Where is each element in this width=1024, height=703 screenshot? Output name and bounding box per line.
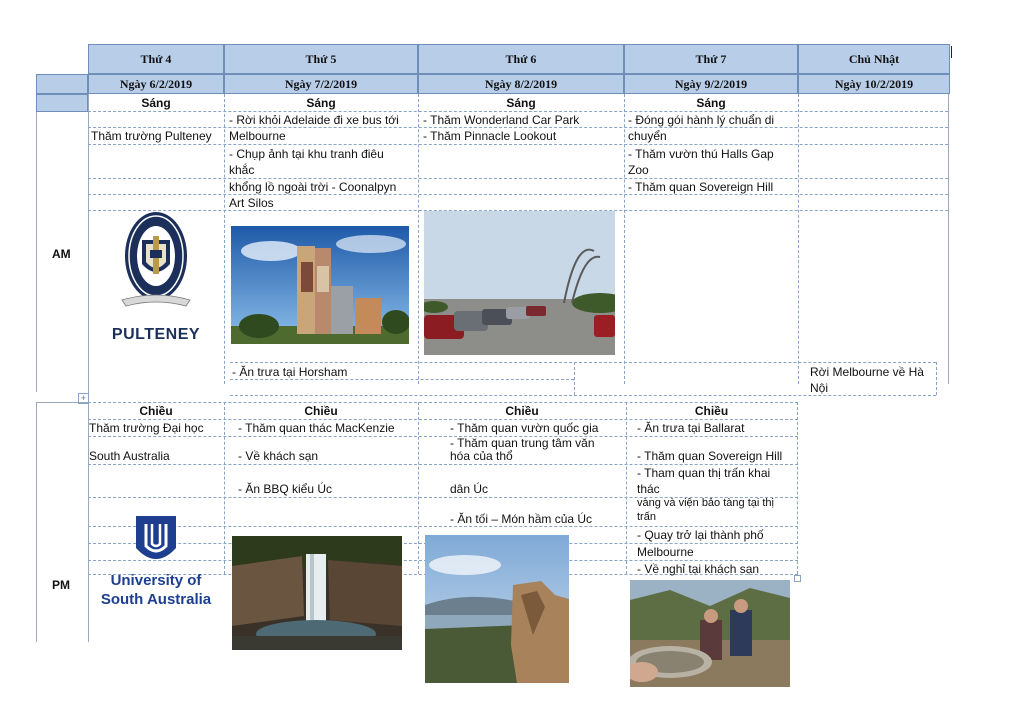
col-sep — [948, 94, 949, 384]
row-line — [88, 436, 798, 437]
afternoon-thu7-line: Melbourne — [637, 545, 694, 559]
col-sep — [936, 362, 937, 395]
afternoon-label-thu6: Chiều — [505, 404, 539, 418]
afternoon-thu7-line: vàng và viện bảo tàng tại thị — [637, 497, 774, 509]
day-name: Chủ Nhật — [848, 51, 900, 66]
morning-thu5-line: - Chụp ảnh tại khu tranh điêu — [229, 147, 384, 161]
day-date: Ngày 9/2/2019 — [674, 76, 748, 91]
header-day-thu6 — [418, 44, 624, 74]
col-sep — [624, 94, 625, 384]
afternoon-thu7-line: - Tham quan thị trấn khai — [637, 466, 771, 480]
mackenzie-falls-photo — [232, 536, 402, 650]
afternoon-thu7-line: - Quay trở lại thành phố — [637, 528, 764, 542]
morning-thu7-line: - Thăm vườn thú Halls Gap — [628, 147, 774, 161]
col-sep — [626, 402, 627, 574]
afternoon-thu5-line: - Ăn BBQ kiểu Úc — [238, 482, 333, 496]
header-date-thu6 — [418, 74, 624, 94]
day-name: Thứ 5 — [305, 51, 337, 66]
col-sep — [574, 362, 575, 395]
wonderland-car-park-photo — [424, 211, 615, 355]
afternoon-thu6-line: hóa của thổ — [450, 449, 513, 463]
coonalpyn-silos-photo — [231, 226, 409, 344]
morning-label-thu7: Sáng — [696, 96, 726, 110]
morning-thu7-line: chuyển — [628, 129, 667, 143]
afternoon-thu7-line: - Ăn trưa tại Ballarat — [637, 421, 745, 435]
day-date: Ngày 8/2/2019 — [484, 76, 558, 91]
pulteney-crest-icon — [106, 206, 206, 316]
unisa-logo — [94, 514, 218, 614]
header-day-thu4 — [88, 44, 224, 74]
afternoon-label-thu4: Chiều — [139, 404, 173, 418]
national-park-lookout-photo — [425, 535, 569, 683]
afternoon-thu6-line: - Ăn tối – Món hầm của Úc — [450, 512, 593, 526]
table-move-handle[interactable]: + — [78, 393, 89, 404]
afternoon-thu7-line: - Về nghỉ tại khách sạn — [637, 562, 760, 576]
afternoon-thu4-line: South Australia — [89, 449, 170, 463]
afternoon-thu7-line: trấn — [637, 511, 656, 523]
header-date-sunday — [798, 74, 950, 94]
header-day-thu5 — [224, 44, 418, 74]
table-resize-handle[interactable] — [794, 575, 801, 582]
unisa-logo-line1: University of — [110, 572, 202, 589]
row-label-pm: PM — [52, 578, 70, 592]
col-sep — [797, 402, 798, 574]
morning-thu5-line: Melbourne — [229, 129, 286, 143]
row-line — [230, 362, 936, 363]
morning-thu5-line: khổng lồ ngoài trời - Coonalpyn — [229, 180, 397, 194]
col-sep — [224, 94, 225, 384]
lunch-thu5: - Ăn trưa tại Horsham — [232, 365, 348, 379]
day-name: Thứ 4 — [140, 51, 172, 66]
header-date-thu5 — [224, 74, 418, 94]
afternoon-thu6-line: - Thăm quan trung tâm văn — [450, 436, 595, 450]
morning-thu5-line: Art Silos — [229, 196, 274, 210]
header-day-sunday — [798, 44, 950, 74]
morning-thu7-line: Zoo — [628, 163, 649, 177]
morning-thu7-line: - Đóng gói hành lý chuẩn di — [628, 113, 775, 127]
day-date: Ngày 6/2/2019 — [119, 76, 193, 91]
cursor-mark — [951, 46, 952, 58]
morning-thu7-line: - Thăm quan Sovereign Hill — [628, 180, 774, 194]
day-name: Thứ 7 — [695, 51, 727, 66]
morning-thu6-line: - Thăm Pinnacle Lookout — [423, 129, 557, 143]
col-sep — [798, 94, 799, 384]
col-sep — [418, 94, 419, 384]
morning-thu5-line: - Rời khỏi Adelaide đi xe bus tới — [229, 113, 399, 127]
col-sep — [224, 402, 225, 574]
sunday-line: Rời Melbourne về Hà — [810, 365, 924, 379]
afternoon-thu5-line: - Về khách sạn — [238, 449, 319, 463]
morning-thu6-line: - Thăm Wonderland Car Park — [423, 113, 580, 127]
morning-thu4-item: Thăm trường Pulteney — [91, 129, 212, 143]
morning-label-thu5: Sáng — [306, 96, 336, 110]
day-date: Ngày 7/2/2019 — [284, 76, 358, 91]
morning-label-thu4: Sáng — [141, 96, 171, 110]
row-label-am: AM — [52, 247, 71, 261]
header-extra-blank — [36, 94, 88, 112]
afternoon-label-thu7: Chiều — [694, 404, 729, 418]
col-sep — [36, 112, 37, 392]
day-date: Ngày 10/2/2019 — [834, 76, 914, 91]
header-day-thu7 — [624, 44, 798, 74]
pulteney-logo-text: PULTENEY — [111, 326, 201, 343]
col-sep — [418, 402, 419, 574]
afternoon-label-thu5: Chiều — [304, 404, 338, 418]
unisa-logo-line2: South Australia — [100, 591, 212, 608]
header-date-thu4 — [88, 74, 224, 94]
row-line — [88, 144, 948, 145]
unisa-emblem-icon — [94, 514, 218, 570]
header-blank-top — [36, 44, 88, 74]
row-line — [88, 194, 948, 195]
morning-thu5-line: khắc — [229, 163, 255, 177]
afternoon-thu7-line: thác — [637, 482, 660, 496]
day-name: Thứ 6 — [505, 51, 537, 66]
pulteney-logo — [106, 206, 206, 346]
afternoon-thu4-line: Thăm trường Đại học — [89, 421, 204, 435]
row-line — [88, 178, 948, 179]
morning-label-thu6: Sáng — [506, 96, 536, 110]
afternoon-thu6-line: dân Úc — [450, 482, 489, 496]
row-line — [230, 395, 936, 396]
sunday-line: Nội — [810, 381, 829, 395]
col-sep — [36, 402, 37, 642]
afternoon-thu7-line: - Thăm quan Sovereign Hill — [637, 449, 783, 463]
afternoon-thu6-line: - Thăm quan vườn quốc gia — [450, 421, 599, 435]
header-date-thu7 — [624, 74, 798, 94]
header-date-blank — [36, 74, 88, 94]
afternoon-thu5-line: - Thăm quan thác MacKenzie — [238, 421, 395, 435]
sovereign-hill-gold-panning-photo — [630, 580, 790, 687]
